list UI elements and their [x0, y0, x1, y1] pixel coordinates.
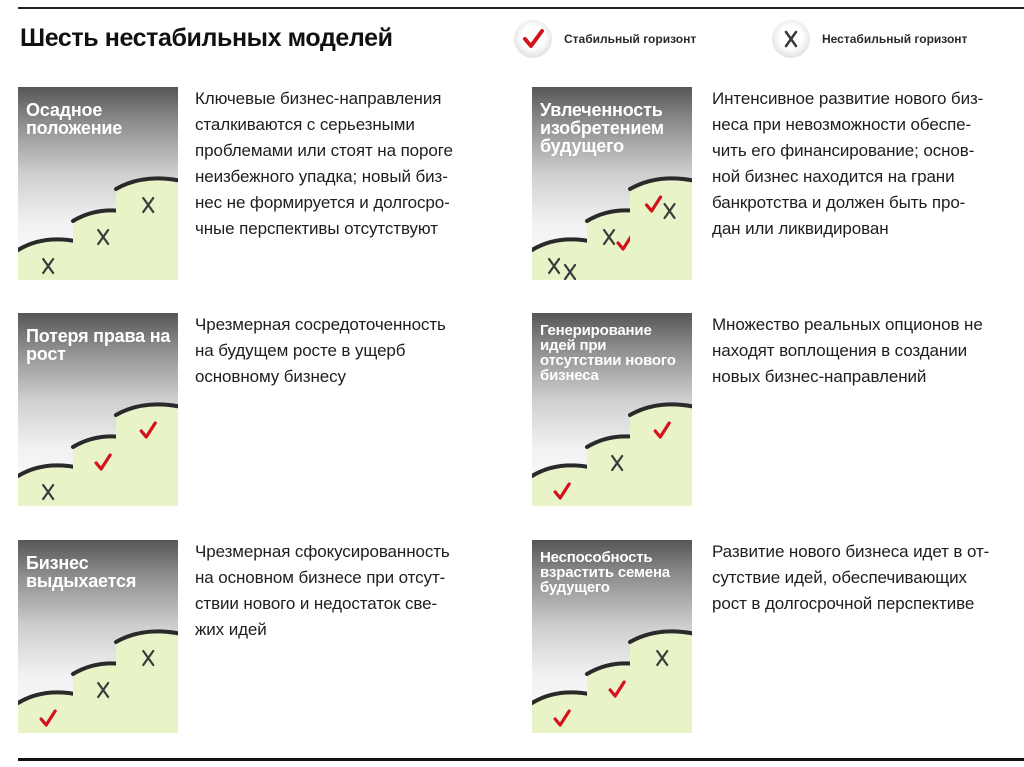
horizon-hill [18, 239, 80, 280]
model-description: Чрезмерная сосредоточенность на будущем росте в ущерб основному бизнесу [195, 315, 446, 386]
model-description: Интенсивное развитие нового биз- неса при невозможности обеспе- чить его финансирование; основ- ной бизнес находится на грани банкротства и должен быть про- дан или ликвидирован [712, 89, 984, 238]
model-description: Множество реальных опционов не находят воплощения в создании новых бизнес-направлений [712, 315, 983, 386]
legend-stable-label: Стабильный горизонт [564, 32, 697, 46]
model-title: Увлеченность изобретением будущего [540, 100, 664, 156]
model-title: Неспособность взрастить семена будущего [540, 549, 670, 596]
legend-stable [514, 20, 696, 58]
horizon-hill [630, 178, 692, 280]
horizon-hill [116, 404, 178, 506]
model-tile-idea-generation [532, 313, 692, 506]
top-rule [18, 7, 1024, 9]
horizon-graphic [532, 540, 692, 733]
model-title: Генерирование идей при отсутствии нового бизнеса [540, 322, 676, 384]
model-description: Чрезмерная сфокусированность на основном бизнесе при отсут- ствии нового и недостаток све- жих идей [195, 542, 450, 639]
model-tile-siege [18, 87, 178, 280]
horizon-graphic [18, 87, 178, 280]
model-title: Бизнес выдыхается [26, 553, 137, 591]
check-icon [514, 20, 552, 58]
horizon-graphic [18, 540, 178, 733]
model-tile-future-obsession [532, 87, 692, 280]
horizon-graphic [18, 313, 178, 506]
horizon-hill [116, 631, 178, 733]
horizon-hill [18, 692, 80, 733]
bottom-rule [18, 758, 1024, 761]
model-description: Развитие нового бизнеса идет в от- сутствие идей, обеспечивающих рост в долгосрочной перспективе [712, 542, 990, 613]
page-title: Шесть нестабильных моделей [20, 24, 393, 52]
horizon-graphic [532, 87, 692, 280]
horizon-hill [532, 465, 594, 506]
horizon-graphic [532, 313, 692, 506]
model-title: Осадное положение [26, 100, 123, 138]
horizon-hill [630, 631, 692, 733]
cross-icon [772, 20, 810, 58]
horizon-hill [116, 178, 178, 280]
model-title: Потеря права на рост [26, 326, 171, 364]
horizon-hill [630, 404, 692, 506]
model-tile-cannot-grow-seeds [532, 540, 692, 733]
legend-unstable-label: Нестабильный горизонт [822, 32, 968, 46]
horizon-hill [532, 239, 594, 280]
model-tile-business-fades [18, 540, 178, 733]
legend-unstable [772, 20, 967, 58]
horizon-hill [532, 692, 594, 733]
model-description: Ключевые бизнес-направления сталкиваются с серьезными проблемами или стоят на пороге неизбежного упадка; новый биз- нес не формируется и долгосро- чные перспективы отсутствуют [195, 89, 453, 238]
horizon-hill [18, 465, 80, 506]
model-tile-lost-growth [18, 313, 178, 506]
